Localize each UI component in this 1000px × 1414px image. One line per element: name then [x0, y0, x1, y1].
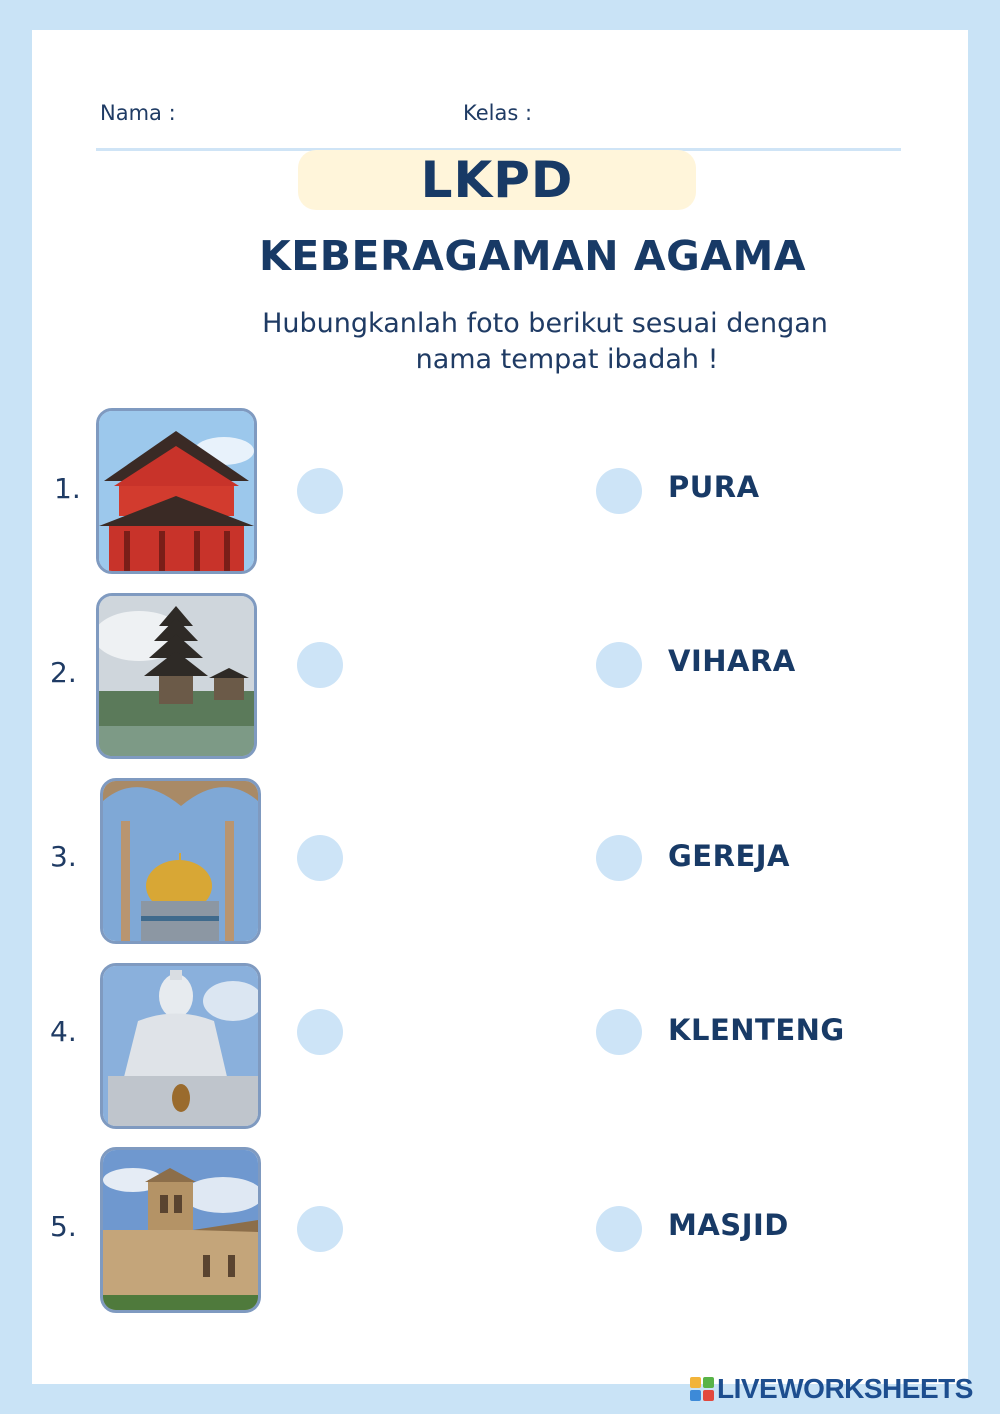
match-dot-right-5[interactable]	[596, 1206, 642, 1252]
item-number-4: 4.	[50, 1015, 77, 1048]
gereja-photo	[100, 1147, 261, 1313]
answer-pura: PURA	[668, 470, 760, 504]
answer-vihara: VIHARA	[668, 644, 796, 678]
match-dot-left-1[interactable]	[297, 468, 343, 514]
match-dot-left-2[interactable]	[297, 642, 343, 688]
masjid-photo	[100, 778, 261, 944]
match-dot-right-4[interactable]	[596, 1009, 642, 1055]
item-number-2: 2.	[50, 656, 77, 689]
item-number-5: 5.	[50, 1210, 77, 1243]
match-dot-right-2[interactable]	[596, 642, 642, 688]
instruction-line-2: nama tempat ibadah !	[415, 344, 719, 375]
match-dot-right-1[interactable]	[596, 468, 642, 514]
brand-text: LIVEWORKSHEETS	[717, 1373, 973, 1404]
vihara-photo	[100, 963, 261, 1129]
answer-gereja: GEREJA	[668, 839, 790, 873]
class-label: Kelas :	[463, 101, 533, 125]
klenteng-photo	[96, 408, 257, 574]
answer-masjid: MASJID	[668, 1208, 789, 1242]
page-subtitle: KEBERAGAMAN AGAMA	[259, 232, 806, 280]
match-dot-left-5[interactable]	[297, 1206, 343, 1252]
instruction-line-1: Hubungkanlah foto berikut sesuai dengan	[262, 308, 828, 339]
match-dot-left-4[interactable]	[297, 1009, 343, 1055]
item-number-3: 3.	[50, 840, 77, 873]
liveworksheets-logo-icon	[690, 1377, 714, 1401]
name-label: Nama :	[100, 101, 176, 125]
match-dot-left-3[interactable]	[297, 835, 343, 881]
pura-photo	[96, 593, 257, 759]
item-number-1: 1.	[54, 472, 81, 505]
match-dot-right-3[interactable]	[596, 835, 642, 881]
answer-klenteng: KLENTENG	[668, 1013, 845, 1047]
page-title: LKPD	[420, 151, 574, 209]
liveworksheets-brand	[690, 1374, 973, 1404]
